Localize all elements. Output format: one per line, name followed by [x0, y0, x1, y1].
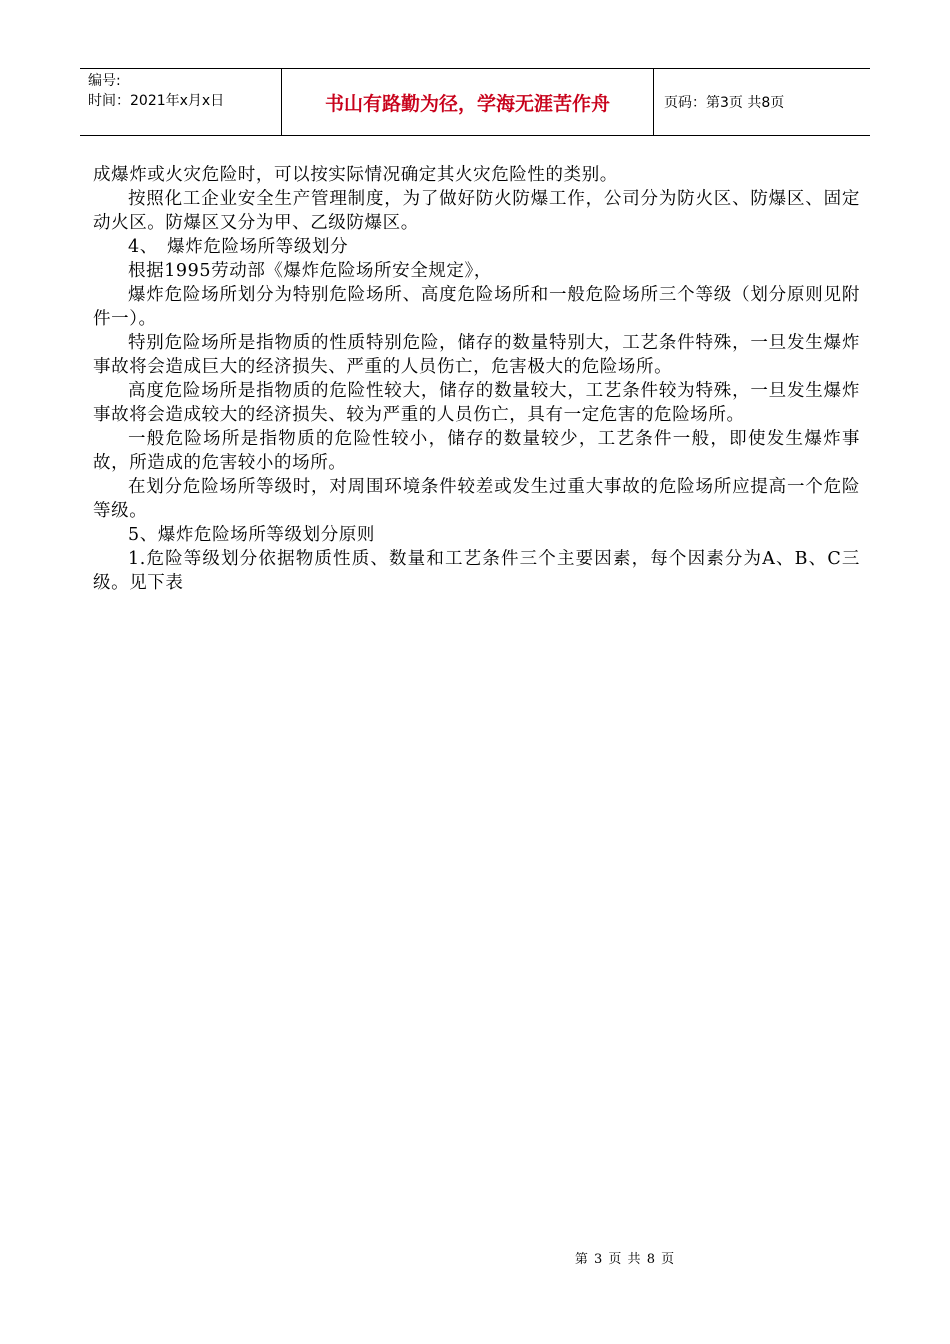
page-footer [0, 1248, 950, 1267]
document-body [93, 163, 860, 595]
paragraph: 1.危险等级划分依据物质性质、数量和工艺条件三个主要因素，每个因素分为A、B、C三级。见下表 [93, 549, 860, 593]
section-heading: 5、爆炸危险场所等级划分原则 [128, 525, 376, 545]
paragraph: 按照化工企业安全生产管理制度，为了做好防火防爆工作，公司分为防火区、防爆区、固定动火区。防爆区又分为甲、乙级防爆区。 [93, 189, 860, 233]
paragraph: 根据1995劳动部《爆炸危险场所安全规定》， [128, 261, 492, 281]
header-motto: 书山有路勤为径，学海无涯苦作舟 [282, 69, 654, 135]
document-number-label: 编号: [88, 73, 121, 89]
paragraph: 特别危险场所是指物质的性质特别危险，储存的数量特别大，工艺条件特殊，一旦发生爆炸事故将会造成巨大的经济损失、严重的人员伤亡，危害极大的危险场所。 [93, 333, 860, 377]
paragraph: 高度危险场所是指物质的危险性较大，储存的数量较大，工艺条件较为特殊，一旦发生爆炸事故将会造成较大的经济损失、较为严重的人员伤亡，具有一定危害的危险场所。 [93, 381, 860, 425]
paragraph: 在划分危险场所等级时，对周围环境条件较差或发生过重大事故的危险场所应提高一个危险等级。 [93, 477, 860, 521]
section-heading: 4、 爆炸危险场所等级划分 [128, 237, 349, 257]
header-page-info: 页码：第3页 共8页 [664, 95, 785, 111]
document-header [80, 68, 870, 136]
document-date: 时间：2021年x月x日 [88, 93, 225, 109]
paragraph: 爆炸危险场所划分为特别危险场所、高度危险场所和一般危险场所三个等级（划分原则见附件一）。 [93, 285, 860, 329]
paragraph: 一般危险场所是指物质的危险性较小，储存的数量较少，工艺条件一般，即使发生爆炸事故，所造成的危害较小的场所。 [93, 429, 860, 473]
footer-page-number: 第 3 页 共 8 页 [574, 1252, 676, 1267]
header-meta [80, 69, 282, 135]
paragraph: 成爆炸或火灾危险时，可以按实际情况确定其火灾危险性的类别。 [93, 165, 618, 185]
